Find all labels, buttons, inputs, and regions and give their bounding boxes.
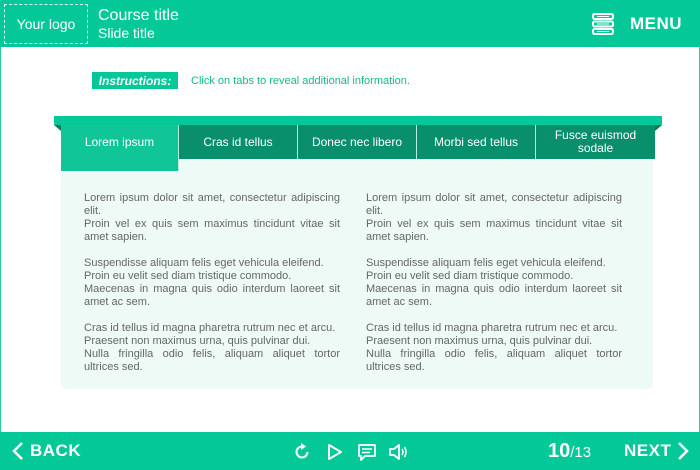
next-label: NEXT [624,441,672,460]
ribbon-fold-right [655,125,662,131]
tab-fusce-euismod-sodale[interactable]: Fusce euismod sodale [536,125,655,159]
paragraph: Lorem ipsum dolor sit amet, consectetur adipiscing elit. Proin vel ex quis sem maximus tincidunt vitae sit amet sapien. [84,192,340,243]
content-column-right [366,192,622,387]
tab-content-panel [61,159,653,389]
total-pages: /13 [570,444,592,461]
instructions-label: Instructions: [92,72,178,89]
chevron-right-icon [677,442,689,460]
paragraph: Suspendisse aliquam felis eget vehicula eleifend. Proin eu velit sed diam tristique commodo. Maecenas in magna quis odio interdum laoreet sit amet ac sem. [84,257,340,308]
current-page: 10 [548,440,571,462]
volume-icon[interactable] [388,442,408,462]
slide-title: Slide title [98,25,155,41]
header-bar [0,0,700,47]
tab-lorem-ipsum[interactable]: Lorem ipsum [61,125,179,171]
footer-bar [0,432,700,470]
tab-cras-id-tellus[interactable]: Cras id tellus [179,125,298,159]
transcript-icon[interactable] [357,442,377,462]
course-title: Course title [98,7,179,24]
replay-icon[interactable] [292,442,312,462]
tab-donec-nec-libero[interactable]: Donec nec libero [298,125,417,159]
menu-button[interactable] [591,10,682,38]
instructions-text: Click on tabs to reveal additional information. [191,75,410,87]
paragraph: Lorem ipsum dolor sit amet, consectetur adipiscing elit. Proin vel ex quis sem maximus tincidunt vitae sit amet sapien. [366,192,622,243]
ribbon-fold-left [54,125,61,131]
back-label: BACK [30,441,82,460]
paragraph: Cras id tellus id magna pharetra rutrum nec et arcu. Praesent non maximus urna, quis pulvinar dui. Nulla fringilla odio felis, aliquam aliquet tortor ultrices sed. [366,322,622,373]
menu-label: MENU [629,14,682,33]
logo: Your logo [4,4,88,44]
paragraph: Suspendisse aliquam felis eget vehicula eleifend. Proin eu velit sed diam tristique commodo. Maecenas in magna quis odio interdum laoreet sit amet ac sem. [366,257,622,308]
tab-bar [61,125,655,159]
chevron-left-icon [12,442,24,460]
back-button[interactable] [12,441,81,461]
next-button[interactable] [624,441,689,461]
paragraph: Cras id tellus id magna pharetra rutrum nec et arcu. Praesent non maximus urna, quis pulvinar dui. Nulla fringilla odio felis, aliquam aliquet tortor ultrices sed. [84,322,340,373]
page-counter [548,440,591,463]
title-block [98,7,179,42]
play-icon[interactable] [325,442,345,462]
books-stack-icon [591,13,615,35]
tabs-ribbon [54,116,662,125]
tab-morbi-sed-tellus[interactable]: Morbi sed tellus [417,125,536,159]
content-column-left [84,192,340,387]
